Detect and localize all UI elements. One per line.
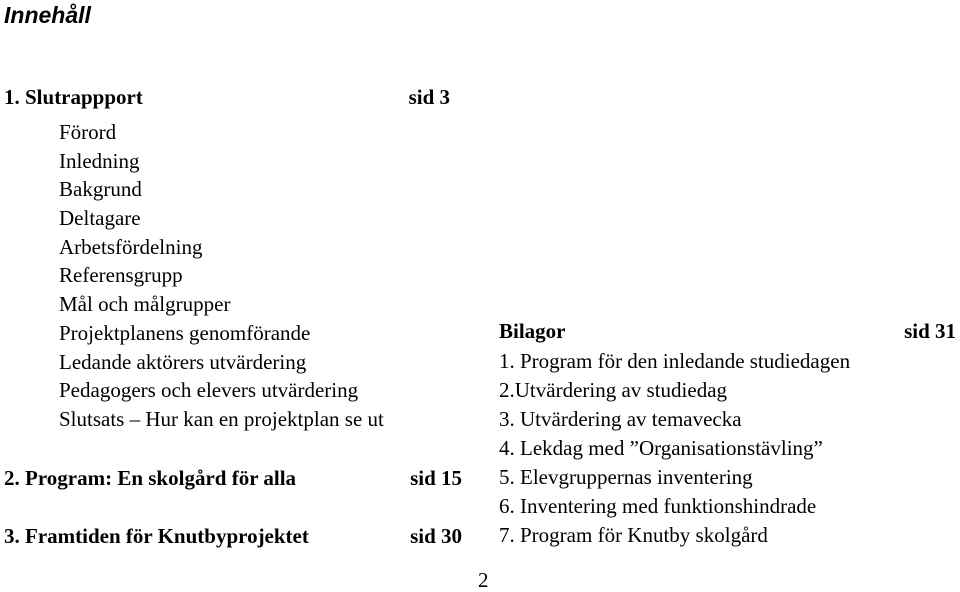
- section-1-page: sid 3: [408, 85, 450, 109]
- attachment-item: 6. Inventering med funktionshindrade: [499, 494, 817, 518]
- section-2-page: sid 15: [410, 466, 462, 490]
- attachment-item: 3. Utvärdering av temavecka: [499, 407, 742, 431]
- toc-item-mal-och-malgrupper: Mål och målgrupper: [59, 292, 231, 317]
- toc-item-projektplanens-genomforande: Projektplanens genomförande: [59, 320, 311, 345]
- section-1-items: [59, 118, 384, 434]
- section-1-label: 1. Slutrappport: [4, 85, 143, 109]
- attachments-page: sid 31: [904, 319, 956, 343]
- toc-item-arbetsfordelning: Arbetsfördelning: [59, 234, 203, 259]
- toc-item-referensgrupp: Referensgrupp: [59, 263, 183, 288]
- toc-item-pedagogers-utvardering: Pedagogers och elevers utvärdering: [59, 378, 359, 403]
- attachment-item: 1. Program för den inledande studiedagen: [499, 349, 851, 373]
- attachment-item: 5. Elevgruppernas inventering: [499, 465, 753, 489]
- page-number: 2: [478, 568, 489, 592]
- attachment-item: 2.Utvärdering av studiedag: [499, 378, 728, 402]
- toc-item-deltagare: Deltagare: [59, 206, 141, 231]
- toc-item-bakgrund: Bakgrund: [59, 177, 142, 202]
- toc-item-slutsats: Slutsats – Hur kan en projektplan se ut: [59, 406, 384, 431]
- section-3-label: 3. Framtiden för Knutbyprojektet: [4, 524, 309, 548]
- toc-item-forord: Förord: [59, 120, 117, 144]
- attachments-list: [499, 347, 850, 550]
- attachment-item: 7. Program för Knutby skolgård: [499, 523, 768, 547]
- attachment-item: 4. Lekdag med ”Organisationstävling”: [499, 436, 823, 460]
- contents-title: Innehåll: [4, 2, 91, 28]
- attachments-heading: Bilagor: [499, 319, 566, 343]
- section-3-page: sid 30: [410, 524, 462, 548]
- section-2-label: 2. Program: En skolgård för alla: [4, 466, 297, 490]
- toc-item-inledning: Inledning: [59, 148, 140, 173]
- toc-item-ledande-aktorers-utvardering: Ledande aktörers utvärdering: [59, 349, 307, 374]
